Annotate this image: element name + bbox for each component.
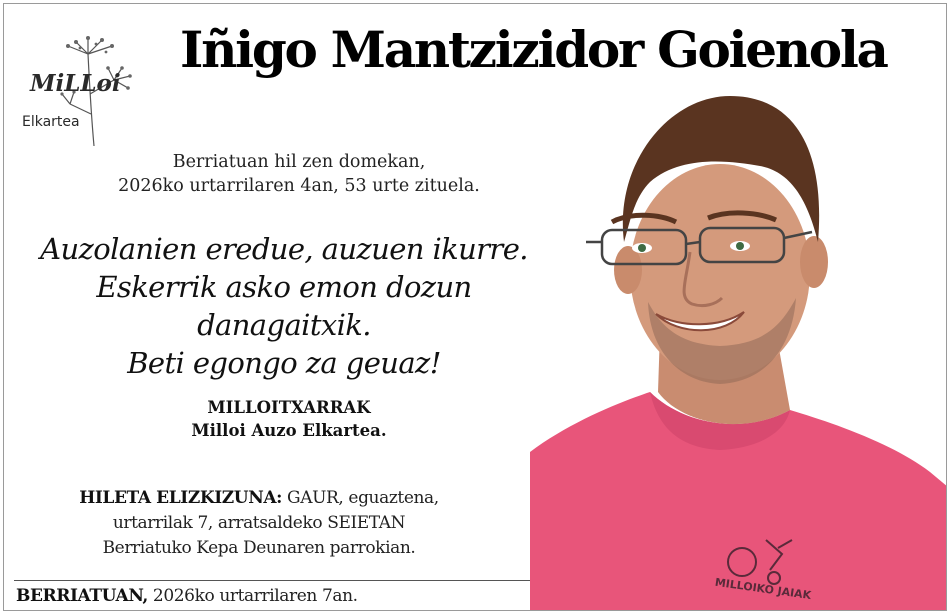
signer-group: MILLOITXARRAK (207, 398, 371, 417)
publication-footer (16, 584, 358, 608)
obituary-notice (3, 3, 947, 611)
funeral-line (24, 486, 494, 511)
logo-name: MiLLoi (30, 70, 121, 97)
divider (14, 580, 532, 581)
footer-place: BERRIATUAN, (16, 586, 148, 606)
portrait-photo (530, 92, 947, 611)
quote-line: Auzolanien eredue, auzuen ikurre. (40, 232, 528, 266)
quote-line: Beti egongo za geuaz! (127, 346, 441, 380)
signers (34, 396, 544, 442)
funeral-line: urtarrilak 7, arratsaldeko SEIETAN (112, 513, 406, 533)
footer-date: 2026ko urtarrilaren 7an. (147, 586, 358, 606)
shirt-text: MILLOIKO JAIAK (714, 575, 812, 603)
death-notice-line: Berriatuan hil zen domekan, (172, 152, 426, 172)
death-notice (34, 150, 564, 198)
signer-association: Milloi Auzo Elkartea. (191, 421, 387, 440)
funeral-line: Berriatuko Kepa Deunaren parrokian. (102, 538, 416, 558)
death-notice-line: 2026ko urtarrilaren 4an, 53 urte zituela. (118, 176, 480, 196)
funeral-info (24, 486, 494, 561)
quote-line: Eskerrik asko emon dozun (96, 270, 472, 304)
logo-subtitle: Elkartea (22, 114, 80, 130)
memorial-quote (14, 230, 554, 382)
funeral-day: GAUR, eguaztena, (282, 488, 439, 508)
quote-line: danagaitxik. (197, 308, 371, 342)
funeral-label: HILETA ELIZKIZUNA: (79, 488, 283, 508)
association-logo (18, 34, 178, 154)
deceased-name: Iñigo Mantzizidor Goienola (180, 20, 887, 79)
